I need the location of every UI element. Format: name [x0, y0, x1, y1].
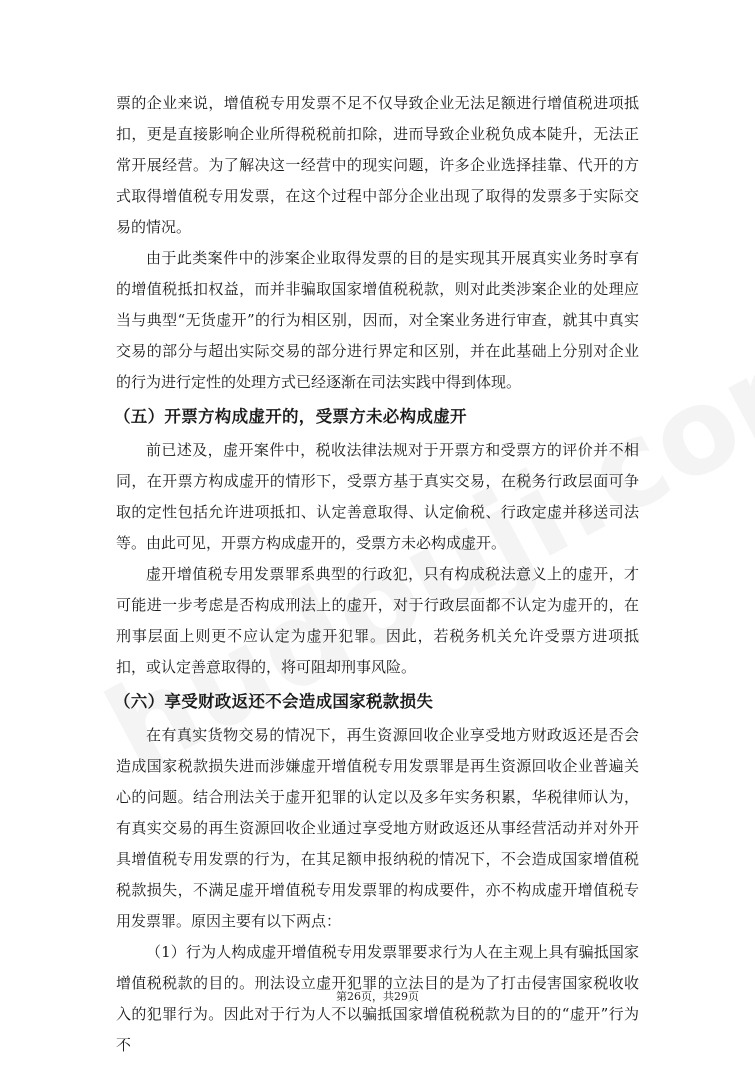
paragraph-5: 在有真实货物交易的情况下，再生资源回收企业享受地方财政返还是否会造成国家税款损失进而涉嫌虚开增值税专用发票罪是再生资源回收企业普遍关心的问题。结合刑法关于虚开犯罪的认定以及多年实务积累，华税律师认为，有真实交易的再生资源回收企业通过享受地方财政返还从事经营活动并对外开具增值税专用发票的行为，在其足额申报纳税的情况下，不会造成国家增值税税款损失，不满足虚开增值税专用发票罪的构成要件，亦不构成虚开增值税专用发票罪。原因主要有以下两点： [116, 726, 639, 930]
section-heading-6: （六）享受财政返还不会造成国家税款损失 [114, 692, 434, 711]
paragraph-6: （1）行为人构成虚开增值税专用发票罪要求行为人在主观上具有骗抵国家增值税税款的目的。刑法设立虚开犯罪的立法目的是为了打击侵害国家税收收入的犯罪行为。因此对于行为人不以骗抵国家增值税税款为目的的“虚开”行为不 [116, 943, 639, 1054]
paragraph-4: 虚开增值税专用发票罪系典型的行政犯，只有构成税法意义上的虚开，才可能进一步考虑是否构成刑法上的虚开，对于行政层面都不认定为虚开的，在刑事层面上则更不应认定为虚开犯罪。因此，若税务机关允许受票方进项抵扣，或认定善意取得的，将可阻却刑事风险。 [116, 565, 639, 676]
document-body [116, 88, 639, 1061]
paragraph-3: 前已述及，虚开案件中，税收法律法规对于开票方和受票方的评价并不相同，在开票方构成虚开的情形下，受票方基于真实交易，在税务行政层面可争取的定性包括允许进项抵扣、认定善意取得、认定偷税、行政定虚并移送司法等。由此可见，开票方构成虚开的，受票方未必构成虚开。 [116, 441, 639, 552]
page-number-footer: 第26页，共29页 [336, 990, 419, 1003]
section-heading-5: （五）开票方构成虚开的，受票方未必构成虚开 [114, 407, 467, 426]
paragraph-1: 票的企业来说，增值税专用发票不足不仅导致企业无法足额进行增值税进项抵扣，更是直接影响企业所得税税前扣除，进而导致企业税负成本陡升，无法正常开展经营。为了解决这一经营中的现实问题，许多企业选择挂靠、代开的方式取得增值税专用发票，在这个过程中部分企业出现了取得的发票多于实际交易的情况。 [116, 94, 639, 236]
paragraph-2: 由于此类案件中的涉案企业取得发票的目的是实现其开展真实业务时享有的增值税抵扣权益，而并非骗取国家增值税税款，则对此类涉案企业的处理应当与典型“无货虚开”的行为相区别，因而，对全案业务进行审查，就其中真实交易的部分与超出实际交易的部分进行界定和区别，并在此基础上分别对企业的行为进行定性的处理方式已经逐渐在司法实践中得到体现。 [116, 249, 639, 391]
